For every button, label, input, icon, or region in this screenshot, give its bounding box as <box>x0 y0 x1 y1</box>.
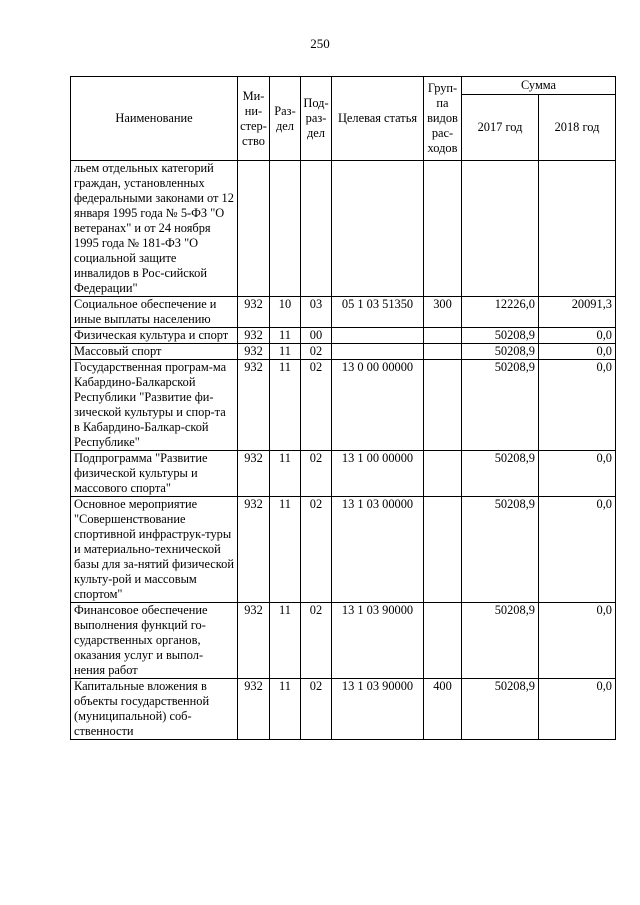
cell-section: 10 <box>270 297 301 328</box>
cell-2017: 12226,0 <box>462 297 539 328</box>
cell-subsection: 03 <box>301 297 332 328</box>
cell-target: 05 1 03 51350 <box>332 297 424 328</box>
cell-2017: 50208,9 <box>462 497 539 603</box>
cell-2017: 50208,9 <box>462 328 539 344</box>
cell-section: 11 <box>270 497 301 603</box>
table-row <box>71 360 616 451</box>
cell-ministry: 932 <box>238 679 270 740</box>
cell-ministry: 932 <box>238 603 270 679</box>
header-sum: Сумма <box>462 77 616 95</box>
cell-expense-group <box>424 497 462 603</box>
header-section: Раз-дел <box>270 77 301 161</box>
table-row <box>71 344 616 360</box>
cell-section <box>270 161 301 297</box>
cell-expense-group <box>424 360 462 451</box>
cell-target: 13 1 00 00000 <box>332 451 424 497</box>
cell-name: Финансовое обеспечение выполнения функций го-сударственных органов, оказания услуг и выпол-нения работ <box>71 603 238 679</box>
cell-target <box>332 161 424 297</box>
cell-section: 11 <box>270 603 301 679</box>
cell-2018 <box>539 161 616 297</box>
cell-name: Подпрограмма "Развитие физической культуры и массового спорта" <box>71 451 238 497</box>
cell-expense-group: 300 <box>424 297 462 328</box>
cell-2017: 50208,9 <box>462 603 539 679</box>
header-year-2018: 2018 год <box>539 95 616 161</box>
table-row <box>71 297 616 328</box>
cell-target: 13 1 03 90000 <box>332 679 424 740</box>
cell-name: Массовый спорт <box>71 344 238 360</box>
cell-ministry: 932 <box>238 344 270 360</box>
cell-expense-group <box>424 451 462 497</box>
cell-subsection <box>301 161 332 297</box>
cell-name: Государственная програм-ма Кабардино-Балкарской Республики "Развитие фи-зической культуры и спор-та в Кабардино-Балкар-ской Республике" <box>71 360 238 451</box>
header-row <box>71 77 616 95</box>
cell-name: льем отдельных категорий граждан, установленных федеральными законами от 12 января 1995 года № 5-ФЗ "О ветеранах" и от 24 ноября 1995 года № 181-ФЗ "О социальной защите инвалидов в Рос-сийской Федерации" <box>71 161 238 297</box>
cell-subsection: 02 <box>301 497 332 603</box>
header-year-2017: 2017 год <box>462 95 539 161</box>
cell-2018: 0,0 <box>539 451 616 497</box>
cell-expense-group <box>424 603 462 679</box>
table-row <box>71 161 616 297</box>
cell-expense-group <box>424 328 462 344</box>
cell-2017: 50208,9 <box>462 360 539 451</box>
cell-target: 13 1 03 90000 <box>332 603 424 679</box>
cell-ministry: 932 <box>238 497 270 603</box>
cell-section: 11 <box>270 328 301 344</box>
cell-2017: 50208,9 <box>462 344 539 360</box>
cell-section: 11 <box>270 344 301 360</box>
cell-ministry: 932 <box>238 328 270 344</box>
header-subsection: Под-раз-дел <box>301 77 332 161</box>
table-row <box>71 328 616 344</box>
table-row <box>71 497 616 603</box>
cell-subsection: 02 <box>301 679 332 740</box>
cell-2018: 0,0 <box>539 603 616 679</box>
cell-section: 11 <box>270 451 301 497</box>
cell-ministry <box>238 161 270 297</box>
cell-section: 11 <box>270 679 301 740</box>
cell-target: 13 1 03 00000 <box>332 497 424 603</box>
cell-ministry: 932 <box>238 360 270 451</box>
cell-expense-group <box>424 344 462 360</box>
header-name: Наименование <box>71 77 238 161</box>
cell-subsection: 02 <box>301 344 332 360</box>
cell-target <box>332 328 424 344</box>
cell-expense-group: 400 <box>424 679 462 740</box>
cell-subsection: 02 <box>301 360 332 451</box>
cell-target: 13 0 00 00000 <box>332 360 424 451</box>
cell-ministry: 932 <box>238 297 270 328</box>
cell-ministry: 932 <box>238 451 270 497</box>
cell-2018: 0,0 <box>539 679 616 740</box>
table-row <box>71 603 616 679</box>
cell-subsection: 02 <box>301 603 332 679</box>
header-target: Целевая статья <box>332 77 424 161</box>
header-expense-group: Груп-па видов рас-ходов <box>424 77 462 161</box>
page-number: 250 <box>310 36 330 51</box>
cell-2017: 50208,9 <box>462 451 539 497</box>
cell-2018: 0,0 <box>539 360 616 451</box>
table-row <box>71 679 616 740</box>
cell-subsection: 02 <box>301 451 332 497</box>
cell-2018: 20091,3 <box>539 297 616 328</box>
cell-subsection: 00 <box>301 328 332 344</box>
cell-section: 11 <box>270 360 301 451</box>
cell-target <box>332 344 424 360</box>
cell-expense-group <box>424 161 462 297</box>
cell-2018: 0,0 <box>539 497 616 603</box>
cell-2017: 50208,9 <box>462 679 539 740</box>
cell-2018: 0,0 <box>539 344 616 360</box>
cell-name: Физическая культура и спорт <box>71 328 238 344</box>
cell-name: Капитальные вложения в объекты государственной (муниципальной) соб-ственности <box>71 679 238 740</box>
budget-table <box>70 76 616 740</box>
cell-name: Основное мероприятие "Совершенствование спортивной инфраструк-туры и материально-технической базы для за-нятий физической культу-рой и массовым спортом" <box>71 497 238 603</box>
cell-2018: 0,0 <box>539 328 616 344</box>
table-row <box>71 451 616 497</box>
header-ministry: Ми-ни-стер-ство <box>238 77 270 161</box>
cell-name: Социальное обеспечение и иные выплаты населению <box>71 297 238 328</box>
cell-2017 <box>462 161 539 297</box>
